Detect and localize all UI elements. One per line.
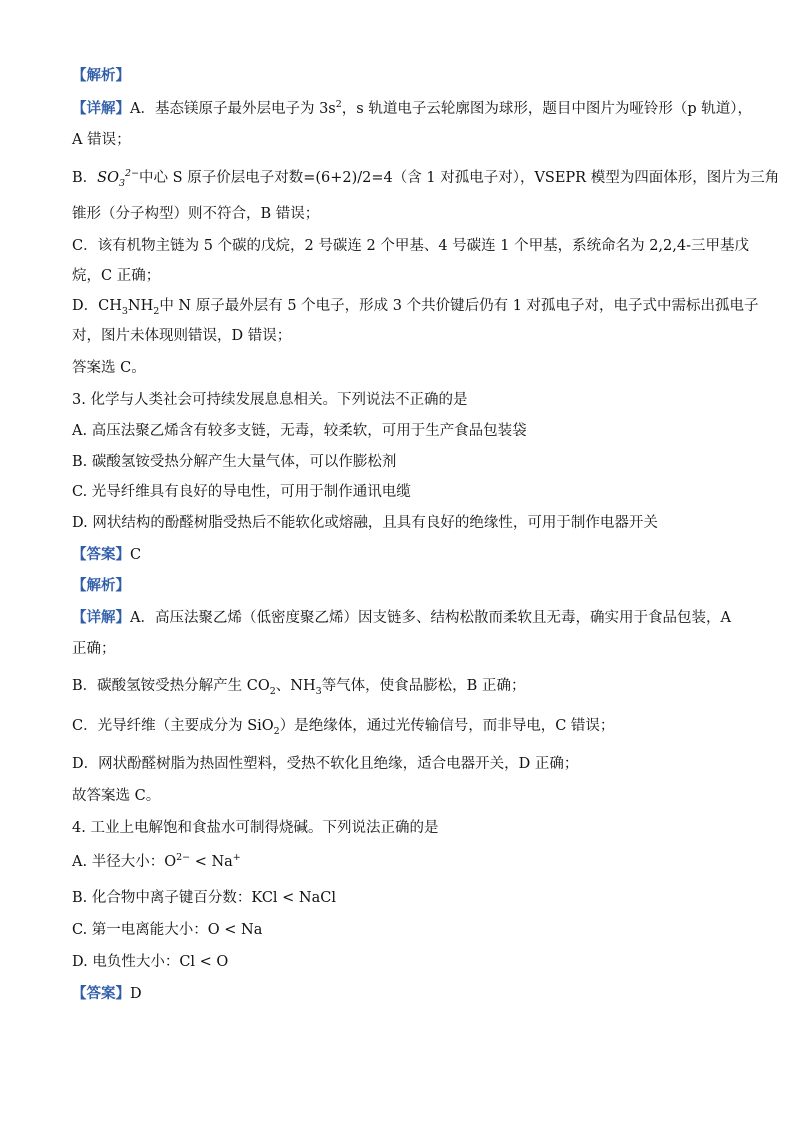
analysis-tag: 【解析】 (72, 67, 130, 84)
q2-detail-c-line1: C．该有机物主链为 5 个碳的戊烷，2 号碳连 2 个甲基、4 号碳连 1 个甲基，系统命名为 2,2,4-三甲基戊 (72, 238, 749, 254)
sulfite-formula: $SO_3^{2-}$ (97, 168, 140, 189)
q3-conclusion: 故答案选 C。 (72, 788, 161, 804)
q2-detail-d-line1: D．$CH_3NH_2$中 N 原子最外层有 5 个电子，形成 3 个共价键后仍有 1 对孤电子对，电子式中需标出孤电子 (72, 298, 759, 317)
q3-detail-b: B．碳酸氢铵受热分解产生 $CO_2$、$NH_3$等气体，使食品膨松，B 正确； (72, 678, 526, 697)
q4-option-d: D. 电负性大小：Cl < O (72, 954, 229, 970)
q4-answer: 【答案】D (72, 985, 142, 1002)
q2-detail-b-line2: 锥形（分子构型）则不符合，B 错误； (72, 206, 320, 222)
detail-tag: 【详解】 (72, 609, 130, 626)
q2-detail-c-line2: 烷，C 正确； (72, 268, 161, 284)
q3-detail-a-line1: 【详解】A．高压法聚乙烯（低密度聚乙烯）因支链多、结构松散而柔软且无毒，确实用于食品包装，A (72, 609, 731, 626)
q2-detail-d-line2: 对，图片未体现则错误，D 错误； (72, 328, 292, 344)
analysis-tag: 【解析】 (72, 577, 130, 594)
q2-detail-b-line1: B．$SO_3^{2-}$中心 S 原子价层电子对数=(6+2)/2=4（含 1 对孤电子对），VSEPR 模型为四面体形，图片为三角 (72, 168, 780, 189)
q2-detail-a-line1: 【详解】A．基态镁原子最外层电子为 $3s^2$，s 轨道电子云轮廓图为球形，题目中图片为哑铃形（p 轨道）， (72, 99, 752, 117)
q4-option-c: C. 第一电离能大小：O < Na (72, 922, 263, 938)
answer-tag: 【答案】 (72, 985, 130, 1002)
q2-conclusion: 答案选 C。 (72, 360, 146, 376)
analysis-heading (72, 66, 724, 86)
answer-tag: 【答案】 (72, 546, 130, 563)
q3-option-d: D. 网状结构的酚醛树脂受热后不能软化或熔融，且具有良好的绝缘性，可用于制作电器开关 (72, 515, 658, 531)
q3-detail-a-line2: 正确； (72, 641, 116, 657)
q3-answer: 【答案】C (72, 546, 142, 563)
q4-option-b: B. 化合物中离子键百分数：KCl < NaCl (72, 890, 336, 906)
detail-tag: 【详解】 (72, 100, 130, 117)
q3-option-a: A. 高压法聚乙烯含有较多支链，无毒，较柔软，可用于生产食品包装袋 (72, 423, 527, 439)
q3-analysis-heading (72, 576, 724, 596)
q3-detail-d: D．网状酚醛树脂为热固性塑料，受热不软化且绝缘，适合电器开关，D 正确； (72, 756, 579, 772)
q4-stem: 4. 工业上电解饱和食盐水可制得烧碱。下列说法正确的是 (72, 820, 439, 836)
q3-option-b: B. 碳酸氢铵受热分解产生大量气体，可以作膨松剂 (72, 454, 397, 470)
q4-option-a: A. 半径大小：$O^{2-} < Na^+$ (72, 852, 241, 870)
q2-detail-a-line2: A 错误； (72, 132, 131, 148)
q3-option-c: C. 光导纤维具有良好的导电性，可用于制作通讯电缆 (72, 484, 411, 500)
q3-stem: 3. 化学与人类社会可持续发展息息相关。下列说法不正确的是 (72, 392, 468, 408)
q3-detail-c: C．光导纤维（主要成分为 SiO$_2$）是绝缘体，通过光传输信号，而非导电，C 错误； (72, 718, 615, 737)
